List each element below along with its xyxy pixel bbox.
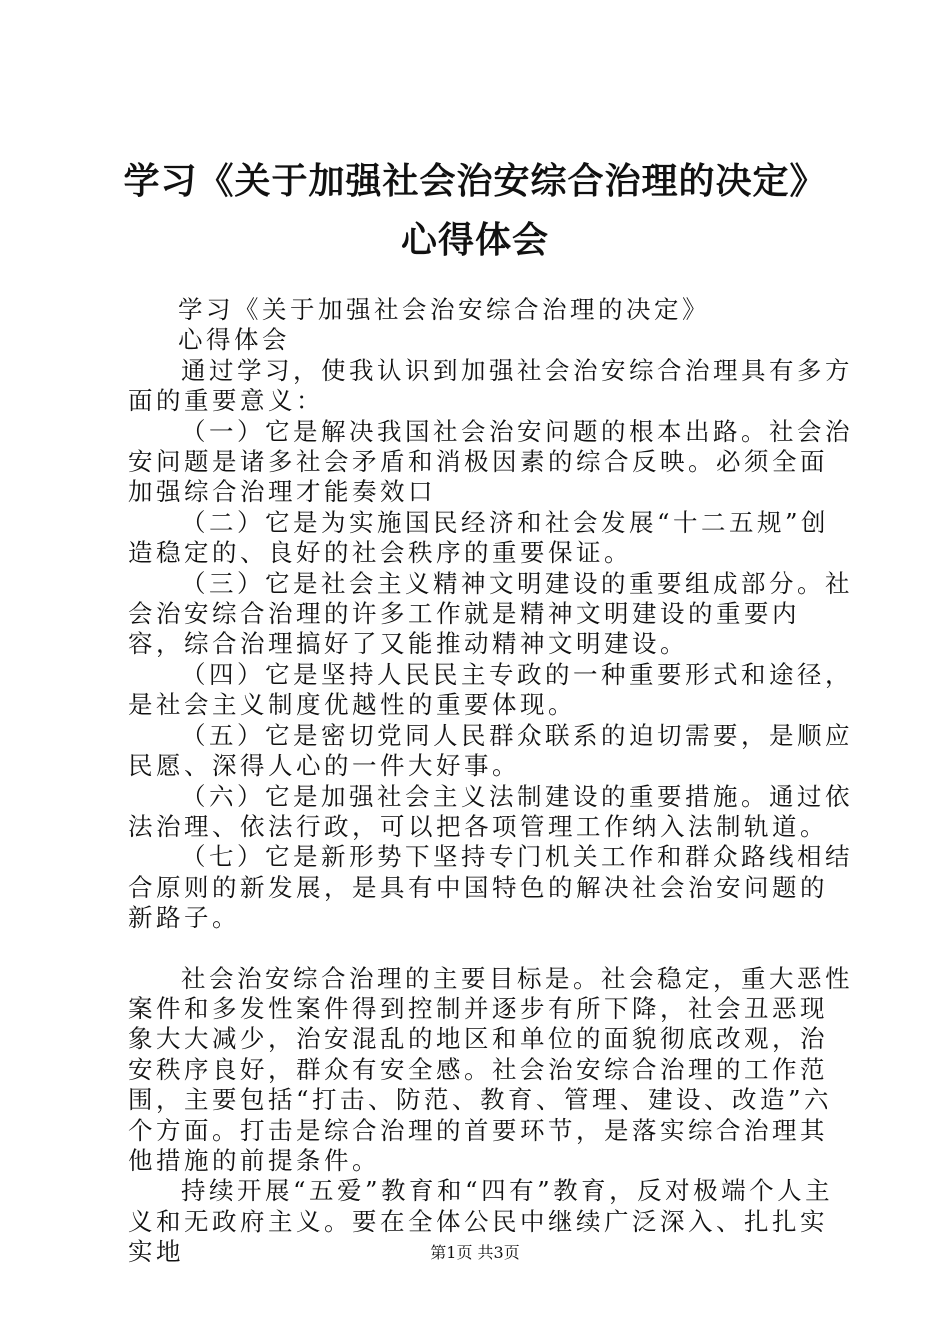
document-title: 学习《关于加强社会治安综合治理的决定》心得体会 xyxy=(123,160,827,261)
paragraph-spacer xyxy=(128,934,853,964)
subtitle-line-1: 学习《关于加强社会治安综合治理的决定》 xyxy=(178,295,710,324)
goals-paragraph: 社会治安综合治理的主要目标是。社会稳定，重大恶性案件和多发性案件得到控制并逐步有所下降，社会丑恶现象大大减少，治安混乱的地区和单位的面貌彻底改观，治安秩序良好，群众有安全感。社会治安综合治理的工作范围，主要包括“打击、防范、教育、管理、建设、改造”六个方面。打击是综合治理的首要环节，是落实综合治理其他措施的前提条件。 xyxy=(128,963,853,1175)
subtitle-line-2: 心得体会 xyxy=(178,325,290,355)
point-paragraph: （七）它是新形势下坚持专门机关工作和群众路线相结合原则的新发展，是具有中国特色的解决社会治安问题的新路子。 xyxy=(128,842,853,933)
point-paragraph: （四）它是坚持人民民主专政的一种重要形式和途径，是社会主义制度优越性的重要体现。 xyxy=(128,659,853,720)
document-body xyxy=(128,295,853,1268)
point-paragraph: （一）它是解决我国社会治安问题的根本出路。社会治安问题是诸多社会矛盾和消极因素的综合反映。必须全面加强综合治理才能奏效口 xyxy=(128,416,853,507)
point-paragraph: （六）它是加强社会主义法制建设的重要措施。通过依法治理、依法行政，可以把各项管理工作纳入法制轨道。 xyxy=(128,781,853,841)
point-paragraph: （三）它是社会主义精神文明建设的重要组成部分。社会治安综合治理的许多工作就是精神文明建设的重要内容，综合治理搞好了又能推动精神文明建设。 xyxy=(128,568,853,659)
point-paragraph: （五）它是密切党同人民群众联系的迫切需要，是顺应民愿、深得人心的一件大好事。 xyxy=(128,720,853,781)
education-paragraph: 持续开展“五爱”教育和“四有”教育，反对极端个人主义和无政府主义。要在全体公民中继续广泛深入、扎扎实实地 xyxy=(128,1176,834,1267)
point-paragraph: （二）它是为实施国民经济和社会发展“十二五规”创造稳定的、良好的社会秩序的重要保证。 xyxy=(128,507,830,568)
intro-paragraph: 通过学习，使我认识到加强社会治安综合治理具有多方面的重要意义： xyxy=(128,355,853,416)
page-number-footer: 第1页 共3页 xyxy=(430,1243,520,1262)
